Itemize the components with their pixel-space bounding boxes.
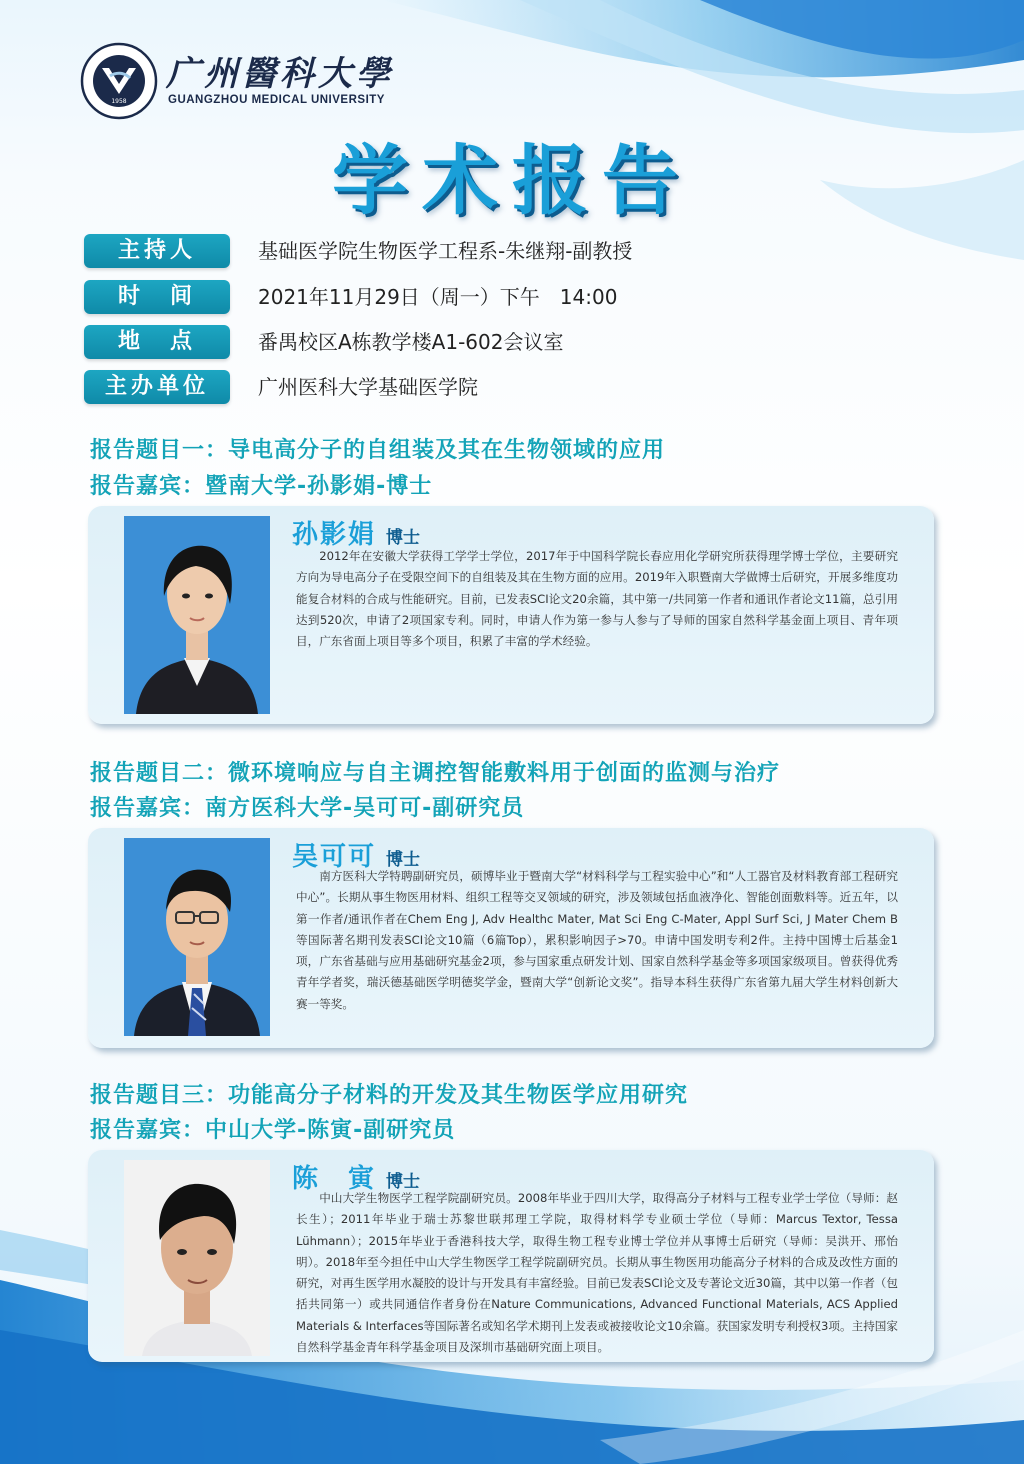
university-name-en: GUANGZHOU MEDICAL UNIVERSITY bbox=[168, 94, 385, 106]
location-value: 番禺校区A栋教学楼A1-602会议室 bbox=[258, 330, 564, 354]
host-label: 主持人 bbox=[84, 234, 230, 268]
page-title: 学术报告 bbox=[332, 136, 692, 225]
university-name-cn: 广州醫科大學 bbox=[166, 54, 394, 94]
speaker2-name-text: 吴可可 bbox=[292, 842, 377, 872]
talk1-guest: 报告嘉宾：暨南大学-孙影娟-博士 bbox=[90, 474, 433, 499]
speaker1-degree: 博士 bbox=[386, 528, 421, 548]
talk1-topic: 报告题目一：导电高分子的自组装及其在生物领域的应用 bbox=[90, 438, 666, 463]
talk2-guest: 报告嘉宾：南方医科大学-吴可可-副研究员 bbox=[90, 796, 525, 821]
seal-year: 1958 bbox=[111, 98, 127, 105]
talk2-topic: 报告题目二：微环境响应与自主调控智能敷料用于创面的监测与治疗 bbox=[90, 761, 781, 786]
speaker3-bio: 中山大学生物医学工程学院副研究员。2008年毕业于四川大学，取得高分子材料与工程专业学士学位（导师：赵长生）；2011年毕业于瑞士苏黎世联邦理工学院，取得材料学专业硕士学位（导师：Marcus Textor, Tessa Lühmann）；2015年毕业于香港科技大学，取得生物工程专业博士学位并从事博士后研究（导师：吴洪开、邢怡明）。2018年至今担任中山大学生物医学工程学院副研究员。长期从事生物医用功能高分子材料的合成及改性方面的研究，对再生医学用水凝胶的设计与开发具有丰富经验。目前已发表SCI论文及专著论文近30篇，其中以第一作者（包括共同第一）或共同通信作者身份在Nature Communications, Advanced Functional Materials, ACS Applied Materials & Interfaces等国际著名或知名学术期刊上发表或被接收论文10余篇。获国家发明专利授权3项。主持国家自然科学基金青年科学基金项目及深圳市基础研究面上项目。 bbox=[296, 1191, 898, 1355]
speaker2-photo bbox=[124, 838, 270, 1036]
time-value: 2021年11月29日（周一）下午 14:00 bbox=[258, 285, 618, 309]
host-value: 基础医学院生物医学工程系-朱继翔-副教授 bbox=[258, 239, 633, 263]
location-label: 地 点 bbox=[84, 325, 230, 359]
speaker3-degree: 博士 bbox=[386, 1172, 421, 1192]
talk3-topic: 报告题目三：功能高分子材料的开发及其生物医学应用研究 bbox=[90, 1083, 689, 1108]
university-seal-logo bbox=[80, 42, 158, 120]
speaker2-degree: 博士 bbox=[386, 850, 421, 870]
organizer-value: 广州医科大学基础医学院 bbox=[258, 375, 478, 399]
speaker2-bio: 南方医科大学特聘副研究员，硕博毕业于暨南大学“材料科学与工程实验中心”和“人工器官及材料教育部工程研究中心”。长期从事生物医用材料、组织工程等交叉领域的研究，涉及领域包括血液净化、智能创面敷料等。近五年，以第一作者/通讯作者在Chem Eng J, Adv Healthc Mater, Mat Sci Eng C-Mater, Appl Surf Sci, J Mater Chem B等国际著名期刊发表SCI论文10篇（6篇Top），累积影响因子>70。申请中国发明专利2件。主持中国博士后基金1项，广东省基础与应用基础研究基金2项，参与国家重点研发计划、国家自然科学基金等多项国家级项目。曾获得优秀青年学者奖，瑞沃德基础医学明德奖学金，暨南大学“创新论文奖”。指导本科生获得广东省第九届大学生材料创新大赛一等奖。 bbox=[296, 869, 898, 1011]
speaker3-photo bbox=[124, 1160, 270, 1356]
talk3-guest: 报告嘉宾：中山大学-陈寅-副研究员 bbox=[90, 1118, 456, 1143]
speaker3-name-text: 陈 寅 bbox=[292, 1164, 377, 1194]
time-label: 时 间 bbox=[84, 280, 230, 314]
speaker1-name-text: 孙影娟 bbox=[292, 520, 377, 550]
organizer-label: 主办单位 bbox=[84, 370, 230, 404]
speaker1-photo bbox=[124, 516, 270, 714]
speaker1-bio: 2012年在安徽大学获得工学学士学位，2017年于中国科学院长春应用化学研究所获得理学博士学位，主要研究方向为导电高分子在受限空间下的自组装及其在生物方面的应用。2019年入职暨南大学做博士后研究，开展多维度功能复合材料的合成与性能研究。目前，已发表SCI论文20余篇，其中第一/共同第一作者和通讯作者论文11篇，总引用达到520次，申请了2项国家专利。同时，申请人作为第一参与人参与了导师的国家自然科学基金面上项目、青年项目，广东省面上项目等多个项目，积累了丰富的学术经验。 bbox=[296, 549, 898, 649]
